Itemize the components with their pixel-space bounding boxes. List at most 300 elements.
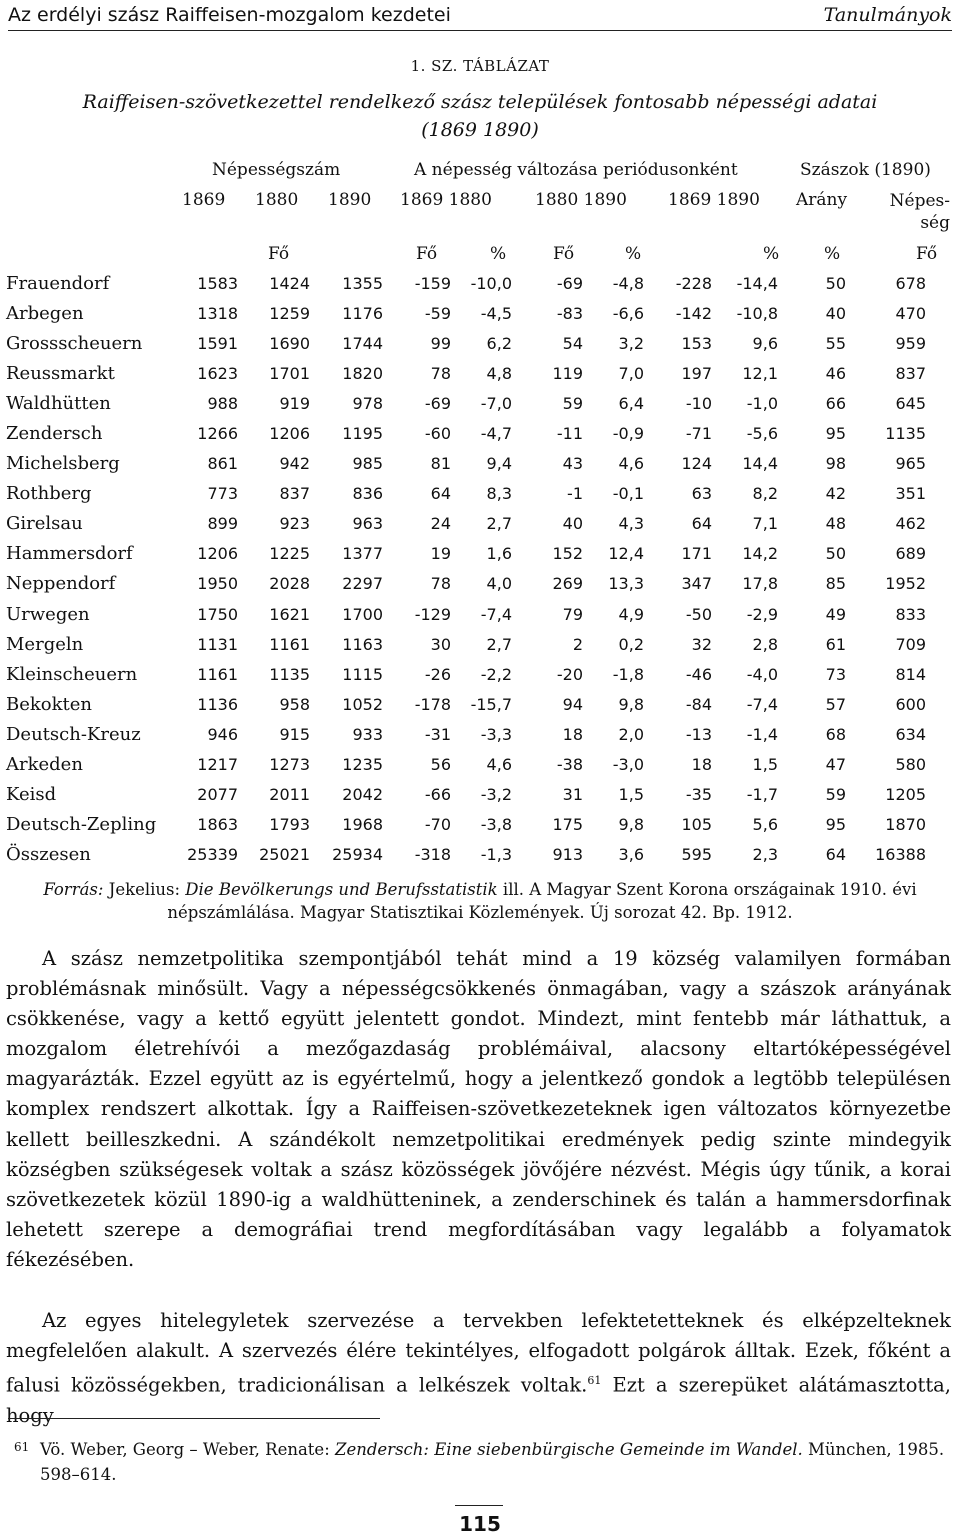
table-cell: 1206 <box>269 424 310 444</box>
table-cell: 13,3 <box>608 574 644 594</box>
table-cell: -2,2 <box>480 664 512 684</box>
table-cell: 16388 <box>875 845 926 865</box>
table-cell: 42 <box>825 484 846 504</box>
table-cell: 54 <box>562 333 583 353</box>
settlement-name: Összesen <box>6 844 91 866</box>
table-cell: 94 <box>562 694 583 714</box>
unit-share-pct: % <box>824 244 841 264</box>
table-cell: 837 <box>895 363 926 383</box>
saxon-population-header-line2: ség <box>920 213 950 233</box>
table-cell: -228 <box>675 273 712 293</box>
table-cell: 709 <box>895 634 926 654</box>
settlement-name: Arkeden <box>6 754 83 776</box>
table-cell: 1950 <box>197 574 238 594</box>
table-cell: -1,0 <box>746 393 778 413</box>
settlement-name: Michelsberg <box>6 453 120 475</box>
table-cell: 47 <box>825 755 846 775</box>
table-cell: 1701 <box>269 363 310 383</box>
table-cell: 17,8 <box>742 574 778 594</box>
table-cell: 2 <box>572 634 583 654</box>
unit-p1-fo: Fő <box>416 244 438 264</box>
table-cell: -59 <box>424 303 451 323</box>
footnote-rule <box>8 1418 380 1419</box>
footnote-title: Zendersch: Eine siebenbürgische Gemeinde im Wandel. <box>335 1440 803 1459</box>
table-cell: -20 <box>556 664 583 684</box>
table-cell: 580 <box>895 755 926 775</box>
table-cell: 963 <box>352 514 383 534</box>
table-cell: 9,8 <box>618 815 644 835</box>
table-row <box>6 268 926 298</box>
table-source <box>8 878 952 924</box>
table-row <box>6 750 926 780</box>
settlement-name: Mergeln <box>6 633 84 655</box>
table-cell: -46 <box>685 664 712 684</box>
table-cell: 9,8 <box>618 694 644 714</box>
table-cell: 64 <box>430 484 451 504</box>
table-cell: 24 <box>430 514 451 534</box>
table-cell: 1115 <box>342 664 383 684</box>
table-cell: 915 <box>279 724 310 744</box>
table-cell: -5,6 <box>746 424 778 444</box>
table-cell: -0,9 <box>612 424 644 444</box>
group-header-population: Népességszám <box>212 160 341 180</box>
table-cell: 1820 <box>342 363 383 383</box>
table-cell: 66 <box>825 393 846 413</box>
table-cell: 119 <box>552 363 583 383</box>
table-cell: 25934 <box>332 845 383 865</box>
table-cell: 2,3 <box>752 845 778 865</box>
settlement-name: Girelsau <box>6 513 83 535</box>
table-cell: 95 <box>825 424 846 444</box>
table-cell: 919 <box>279 393 310 413</box>
table-cell: 18 <box>691 755 712 775</box>
table-cell: 1206 <box>197 544 238 564</box>
year-1869: 1869 <box>182 190 226 210</box>
table-cell: 4,6 <box>618 454 644 474</box>
table-cell: 1163 <box>342 634 383 654</box>
table-cell: 68 <box>825 724 846 744</box>
table-cell: 1052 <box>342 694 383 714</box>
table-cell: -71 <box>685 424 712 444</box>
population-table <box>6 268 926 870</box>
table-cell: 99 <box>430 333 451 353</box>
table-cell: 600 <box>895 694 926 714</box>
saxon-share-header: Arány <box>796 190 848 210</box>
unit-p3-pct: % <box>763 244 780 264</box>
table-cell: 645 <box>895 393 926 413</box>
table-cell: 64 <box>691 514 712 534</box>
table-cell: 899 <box>207 514 238 534</box>
table-cell: 61 <box>825 634 846 654</box>
table-cell: -84 <box>685 694 712 714</box>
table-cell: 1750 <box>197 604 238 624</box>
table-cell: 2,7 <box>486 514 512 534</box>
table-cell: 1131 <box>197 634 238 654</box>
table-cell: 462 <box>895 514 926 534</box>
table-cell: 1217 <box>197 755 238 775</box>
table-cell: 1968 <box>342 815 383 835</box>
table-cell: 470 <box>895 303 926 323</box>
table-cell: 1225 <box>269 544 310 564</box>
table-cell: 56 <box>430 755 451 775</box>
table-cell: 4,0 <box>486 574 512 594</box>
table-cell: 18 <box>562 724 583 744</box>
table-cell: -69 <box>424 393 451 413</box>
table-cell: 25339 <box>187 845 238 865</box>
table-cell: 595 <box>681 845 712 865</box>
table-cell: 1205 <box>885 785 926 805</box>
table-cell: -60 <box>424 424 451 444</box>
table-cell: -2,9 <box>746 604 778 624</box>
table-cell: -0,1 <box>612 484 644 504</box>
table-cell: -178 <box>414 694 451 714</box>
table-cell: 1,6 <box>486 544 512 564</box>
table-cell: 958 <box>279 694 310 714</box>
table-cell: 942 <box>279 454 310 474</box>
table-cell: 1700 <box>342 604 383 624</box>
table-row <box>6 780 926 810</box>
table-cell: 678 <box>895 273 926 293</box>
unit-saxon-fo: Fő <box>916 244 938 264</box>
table-cell: -1,8 <box>612 664 644 684</box>
unit-p2-fo: Fő <box>553 244 575 264</box>
table-cell: 1591 <box>197 333 238 353</box>
table-row <box>6 840 926 870</box>
unit-population: Fő <box>268 244 290 264</box>
table-cell: -14,4 <box>736 273 778 293</box>
page-number-rule <box>455 1505 503 1506</box>
table-cell: 98 <box>825 454 846 474</box>
table-cell: 2,7 <box>486 634 512 654</box>
table-row <box>6 328 926 358</box>
group-header-change: A népesség változása periódusonként <box>414 160 738 180</box>
table-cell: 7,1 <box>752 514 778 534</box>
table-cell: 57 <box>825 694 846 714</box>
table-row <box>6 449 926 479</box>
table-cell: 833 <box>895 604 926 624</box>
table-cell: 1266 <box>197 424 238 444</box>
table-cell: 81 <box>430 454 451 474</box>
table-cell: 73 <box>825 664 846 684</box>
footnote-number: 61 <box>14 1440 30 1454</box>
table-cell: 3,6 <box>618 845 644 865</box>
table-cell: 1318 <box>197 303 238 323</box>
table-cell: -1,7 <box>746 785 778 805</box>
table-cell: -70 <box>424 815 451 835</box>
table-cell: 31 <box>562 785 583 805</box>
table-cell: 1259 <box>269 303 310 323</box>
table-cell: 1623 <box>197 363 238 383</box>
table-cell: -1,4 <box>746 724 778 744</box>
table-row <box>6 810 926 840</box>
table-cell: 6,2 <box>486 333 512 353</box>
source-label: Forrás: <box>43 880 104 899</box>
saxon-population-header <box>880 190 950 234</box>
table-title-line2: (1869 1890) <box>421 119 539 141</box>
table-cell: 48 <box>825 514 846 534</box>
table-cell: -6,6 <box>612 303 644 323</box>
table-cell: 1161 <box>269 634 310 654</box>
table-cell: 861 <box>207 454 238 474</box>
table-cell: 50 <box>825 273 846 293</box>
table-cell: -38 <box>556 755 583 775</box>
table-cell: -7,0 <box>480 393 512 413</box>
table-cell: -10,0 <box>470 273 512 293</box>
table-cell: 1135 <box>269 664 310 684</box>
table-cell: 1863 <box>197 815 238 835</box>
table-cell: 171 <box>681 544 712 564</box>
table-cell: -26 <box>424 664 451 684</box>
table-cell: 351 <box>895 484 926 504</box>
table-cell: 8,3 <box>486 484 512 504</box>
settlement-name: Reussmarkt <box>6 362 115 384</box>
group-header-saxons: Szászok (1890) <box>800 160 931 180</box>
table-cell: 913 <box>552 845 583 865</box>
table-cell: 85 <box>825 574 846 594</box>
table-cell: -4,5 <box>480 303 512 323</box>
table-cell: 988 <box>207 393 238 413</box>
section-label: Tanulmányok <box>823 4 952 26</box>
table-cell: 46 <box>825 363 846 383</box>
source-title: Die Bevölkerungs und Berufsstatistik <box>185 880 498 899</box>
table-cell: -50 <box>685 604 712 624</box>
settlement-name: Hammersdorf <box>6 543 133 565</box>
settlement-name: Zendersch <box>6 423 103 445</box>
table-title <box>0 88 960 144</box>
table-cell: 7,0 <box>618 363 644 383</box>
table-cell: 197 <box>681 363 712 383</box>
table-cell: 3,2 <box>618 333 644 353</box>
footnote-ref-61[interactable]: 61 <box>587 1374 602 1388</box>
table-cell: -4,7 <box>480 424 512 444</box>
table-cell: -31 <box>424 724 451 744</box>
table-cell: 1235 <box>342 755 383 775</box>
table-cell: 4,8 <box>486 363 512 383</box>
table-cell: 124 <box>681 454 712 474</box>
table-cell: 1195 <box>342 424 383 444</box>
table-cell: 79 <box>562 604 583 624</box>
table-cell: 12,1 <box>742 363 778 383</box>
table-cell: 59 <box>825 785 846 805</box>
table-cell: 59 <box>562 393 583 413</box>
table-row <box>6 509 926 539</box>
table-cell: 2,0 <box>618 724 644 744</box>
table-cell: 814 <box>895 664 926 684</box>
table-cell: -3,8 <box>480 815 512 835</box>
table-cell: 50 <box>825 544 846 564</box>
table-cell: 4,9 <box>618 604 644 624</box>
table-cell: 2,8 <box>752 634 778 654</box>
table-cell: 9,4 <box>486 454 512 474</box>
period-1869-1890: 1869 1890 <box>668 190 760 210</box>
table-row <box>6 689 926 719</box>
settlement-name: Keisd <box>6 784 57 806</box>
table-row <box>6 569 926 599</box>
table-cell: 63 <box>691 484 712 504</box>
table-cell: 269 <box>552 574 583 594</box>
table-cell: -159 <box>414 273 451 293</box>
table-cell: -83 <box>556 303 583 323</box>
table-cell: -4,0 <box>746 664 778 684</box>
table-row <box>6 659 926 689</box>
table-cell: -3,3 <box>480 724 512 744</box>
table-number: 1. SZ. TÁBLÁZAT <box>410 57 550 75</box>
table-cell: 836 <box>352 484 383 504</box>
settlement-name: Grossscheuern <box>6 332 143 354</box>
table-cell: 78 <box>430 574 451 594</box>
table-cell: -1 <box>567 484 583 504</box>
period-1869-1880: 1869 1880 <box>400 190 492 210</box>
unit-p2-pct: % <box>625 244 642 264</box>
table-cell: 1136 <box>197 694 238 714</box>
settlement-name: Rothberg <box>6 483 92 505</box>
table-cell: 152 <box>552 544 583 564</box>
table-cell: 2077 <box>197 785 238 805</box>
table-cell: 6,4 <box>618 393 644 413</box>
table-cell: 2028 <box>269 574 310 594</box>
settlement-name: Neppendorf <box>6 573 116 595</box>
body-paragraph-2 <box>6 1306 951 1431</box>
table-cell: 40 <box>562 514 583 534</box>
table-cell: -318 <box>414 845 451 865</box>
table-row <box>6 418 926 448</box>
table-cell: 1,5 <box>618 785 644 805</box>
table-cell: 0,2 <box>618 634 644 654</box>
table-cell: 1,5 <box>752 755 778 775</box>
settlement-name: Arbegen <box>6 302 84 324</box>
table-cell: 9,6 <box>752 333 778 353</box>
table-cell: 689 <box>895 544 926 564</box>
table-cell: 1690 <box>269 333 310 353</box>
table-cell: 2297 <box>342 574 383 594</box>
settlement-name: Deutsch-Zepling <box>6 814 157 836</box>
table-cell: 55 <box>825 333 846 353</box>
table-cell: 1377 <box>342 544 383 564</box>
table-cell: 837 <box>279 484 310 504</box>
table-cell: 1355 <box>342 273 383 293</box>
source-author: Jekelius: <box>103 880 186 899</box>
table-cell: 105 <box>681 815 712 835</box>
table-row <box>6 539 926 569</box>
table-cell: 1424 <box>269 273 310 293</box>
table-cell: 1135 <box>885 424 926 444</box>
table-cell: -15,7 <box>470 694 512 714</box>
footnote-61 <box>14 1437 960 1487</box>
table-cell: 5,6 <box>752 815 778 835</box>
table-cell: -7,4 <box>480 604 512 624</box>
table-cell: 1793 <box>269 815 310 835</box>
table-cell: -11 <box>556 424 583 444</box>
table-cell: -10 <box>685 393 712 413</box>
paragraph2-text-after: Ezt a szerepüket alátámasztotta, hogy <box>6 1373 951 1427</box>
table-cell: 978 <box>352 393 383 413</box>
table-cell: 347 <box>681 574 712 594</box>
year-1880: 1880 <box>255 190 299 210</box>
table-cell: 64 <box>825 845 846 865</box>
table-cell: -129 <box>414 604 451 624</box>
table-cell: -3,2 <box>480 785 512 805</box>
table-title-line1: Raiffeisen-szövetkezettel rendelkező szász települések fontosabb népességi adatai <box>82 91 878 113</box>
table-cell: -4,8 <box>612 273 644 293</box>
table-cell: 175 <box>552 815 583 835</box>
table-cell: 19 <box>430 544 451 564</box>
table-cell: 773 <box>207 484 238 504</box>
table-cell: 30 <box>430 634 451 654</box>
table-cell: -3,0 <box>612 755 644 775</box>
table-cell: -69 <box>556 273 583 293</box>
table-cell: 95 <box>825 815 846 835</box>
table-cell: 43 <box>562 454 583 474</box>
unit-p1-pct: % <box>490 244 507 264</box>
table-cell: 1176 <box>342 303 383 323</box>
table-cell: -7,4 <box>746 694 778 714</box>
footnote-text-after: München, 1985. 598–614. <box>40 1440 945 1484</box>
table-cell: 153 <box>681 333 712 353</box>
table-row <box>6 629 926 659</box>
table-cell: -1,3 <box>480 845 512 865</box>
table-cell: -35 <box>685 785 712 805</box>
table-row <box>6 479 926 509</box>
table-cell: 49 <box>825 604 846 624</box>
table-cell: -66 <box>424 785 451 805</box>
table-cell: 1744 <box>342 333 383 353</box>
table-cell: 1870 <box>885 815 926 835</box>
settlement-name: Frauendorf <box>6 272 110 294</box>
table-row <box>6 358 926 388</box>
source-rest: ill. A Magyar Szent Korona országainak 1910. évi népszámlálása. Magyar Statisztikai Közlemények. Új sorozat 42. Bp. 1912. <box>167 880 917 922</box>
table-cell: 40 <box>825 303 846 323</box>
running-header <box>8 0 952 31</box>
table-cell: 1621 <box>269 604 310 624</box>
table-cell: 78 <box>430 363 451 383</box>
settlement-name: Deutsch-Kreuz <box>6 723 141 745</box>
table-cell: -142 <box>675 303 712 323</box>
page-number: 115 <box>459 1512 501 1536</box>
table-row <box>6 298 926 328</box>
table-cell: 2011 <box>269 785 310 805</box>
table-cell: 12,4 <box>608 544 644 564</box>
table-cell: 4,6 <box>486 755 512 775</box>
table-cell: 32 <box>691 634 712 654</box>
table-cell: 2042 <box>342 785 383 805</box>
saxon-population-header-line1: Népes- <box>889 191 950 211</box>
year-1890: 1890 <box>328 190 372 210</box>
settlement-name: Waldhütten <box>6 392 111 414</box>
table-cell: -10,8 <box>736 303 778 323</box>
table-cell: 634 <box>895 724 926 744</box>
table-cell: 985 <box>352 454 383 474</box>
table-cell: 4,3 <box>618 514 644 534</box>
running-title: Az erdélyi szász Raiffeisen-mozgalom kezdetei <box>8 4 451 26</box>
table-cell: 933 <box>352 724 383 744</box>
population-table-body <box>6 268 926 870</box>
body-paragraph-1: A szász nemzetpolitika szempontjából tehát mind a 19 község valamilyen formában problémásnak minősült. Vagy a népességcsökkenés önmagában, vagy a szászok arányának csökkenése, vagy a kettő együtt jelentett gondot. Mindezt, mint fentebb már láthattuk, a mozgalom életrehívói a mezőgazdaság problémáival, alacsony eltartóképességével magyarázták. Ezzel együtt az is egyértelmű, hogy a jelentkező gondok a legtöbb településen komplex rendszert alkottak. Így a Raiffeisen-szövetkezeteknek igen változatos környezetbe kellett beilleszkedni. A szándékolt nemzetpolitikai eredmények pedig szinte mindegyik községben szükségesek voltak a szász közösségek jövőjére nézvést. Mégis úgy tűnik, a korai szövetkezetek közül 1890-ig a waldhütteninek, a zenderschinek és talán a hammersdorfinak lehetett szerepe a demográfiai trend megfordításában vagy legalább a folyamatok fékezésében. <box>6 947 951 1271</box>
settlement-name: Bekokten <box>6 693 93 715</box>
table-row <box>6 719 926 749</box>
table-row <box>6 388 926 418</box>
table-cell: 946 <box>207 724 238 744</box>
table-cell: 8,2 <box>752 484 778 504</box>
table-cell: 14,4 <box>742 454 778 474</box>
period-1880-1890: 1880 1890 <box>535 190 627 210</box>
table-cell: 965 <box>895 454 926 474</box>
table-cell: -13 <box>685 724 712 744</box>
table-cell: 1952 <box>885 574 926 594</box>
settlement-name: Urwegen <box>6 603 90 625</box>
footnote-text-before: Vö. Weber, Georg – Weber, Renate: <box>40 1440 335 1459</box>
settlement-name: Kleinscheuern <box>6 663 138 685</box>
table-cell: 14,2 <box>742 544 778 564</box>
